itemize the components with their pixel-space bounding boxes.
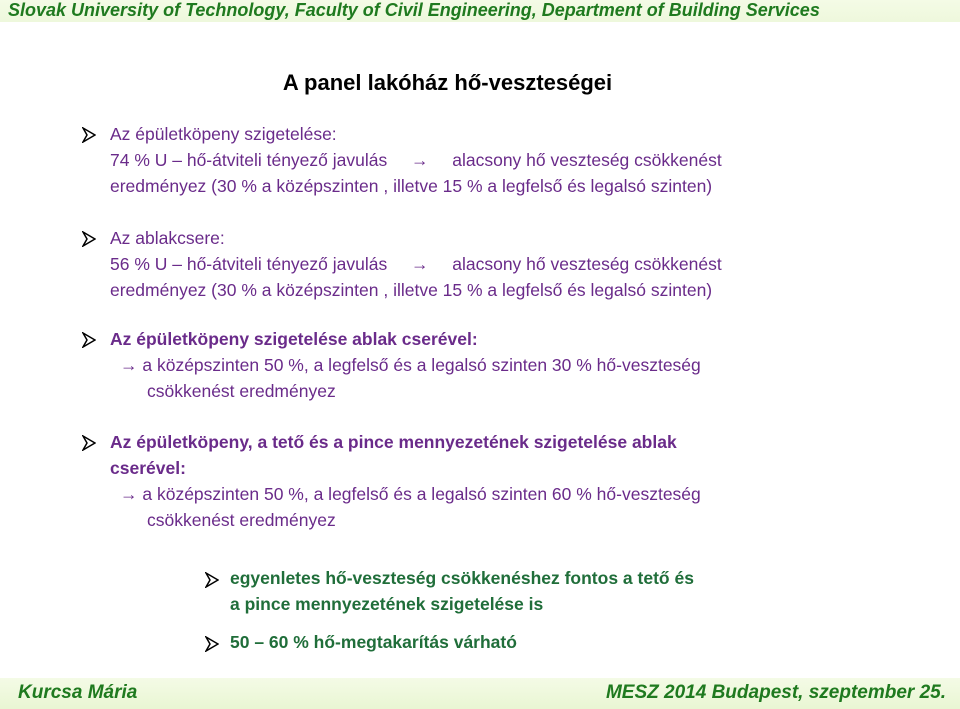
page-title: A panel lakóház hő-veszteségei [282, 70, 613, 95]
footer-event: MESZ 2014 Budapest, szeptember 25. [605, 682, 946, 703]
conclusion-1-line-2: a pince mennyezetének szigetelése is [230, 594, 544, 614]
arrowhead-bullet-icon [82, 435, 96, 451]
section-2-line-1 [110, 252, 722, 276]
section-2-line-1b: alacsony hő veszteség csökkenést [452, 254, 722, 274]
right-arrow-icon: → [120, 355, 138, 375]
right-arrow-icon: → [120, 484, 138, 504]
section-2-line-2: eredményez (30 % a középszinten , illetve 15 % a legfelső és legalsó szinten) [110, 280, 713, 300]
section-1-line-1a: 74 % U – hő-átviteli tényező javulás [110, 150, 388, 170]
arrowhead-bullet-icon [205, 636, 219, 652]
arrowhead-bullet-icon [82, 127, 96, 143]
section-1-heading: Az épületköpeny szigetelése: [110, 124, 337, 144]
section-4-heading-line-1: Az épületköpeny, a tető és a pince mennyezetének szigetelése ablak [110, 432, 677, 452]
section-1-line-1 [110, 148, 722, 172]
section-3-heading: Az épületköpeny szigetelése ablak cserével: [110, 329, 478, 349]
section-3-line-1-text: a középszinten 50 %, a legfelső és a legalsó szinten 30 % hő-veszteség [142, 355, 701, 375]
section-2-line-1a: 56 % U – hő-átviteli tényező javulás [110, 254, 388, 274]
section-4-line-1 [120, 482, 701, 506]
section-4-line-1-text: a középszinten 50 %, a legfelső és a legalsó szinten 60 % hő-veszteség [142, 484, 701, 504]
header-text: Slovak University of Technology, Faculty of Civil Engineering, Department of Building Services [8, 0, 820, 20]
footer-author: Kurcsa Mária [18, 682, 138, 703]
arrowhead-bullet-icon [82, 332, 96, 348]
section-1-line-1b: alacsony hő veszteség csökkenést [452, 150, 722, 170]
conclusion-2-line-1: 50 – 60 % hő-megtakarítás várható [230, 632, 517, 652]
right-arrow-icon: → [410, 254, 429, 274]
section-3-line-2: csökkenést eredményez [147, 381, 336, 401]
section-3-line-1 [120, 353, 701, 377]
arrowhead-bullet-icon [205, 572, 219, 588]
right-arrow-icon: → [410, 150, 429, 170]
section-1-line-2: eredményez (30 % a középszinten , illetve 15 % a legfelső és legalsó szinten) [110, 176, 713, 196]
section-4-line-2: csökkenést eredményez [147, 510, 336, 530]
conclusion-1-line-1: egyenletes hő-veszteség csökkenéshez fontos a tető és [230, 568, 694, 588]
section-2-heading: Az ablakcsere: [110, 228, 225, 248]
section-4-heading-line-2: cserével: [110, 458, 186, 478]
arrowhead-bullet-icon [82, 231, 96, 247]
